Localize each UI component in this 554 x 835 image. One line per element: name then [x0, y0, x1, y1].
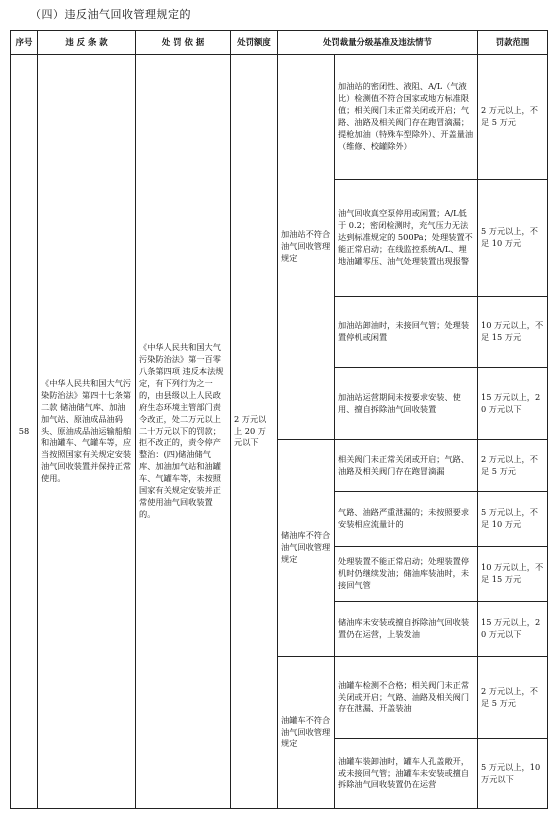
row-seq: 58: [11, 55, 38, 809]
category-tanker: 油罐车不符合油气回收管理规定: [278, 657, 335, 809]
standard-cell: 储油库未安装或擅自拆除油气回收装置仍在运营，上装发油: [335, 602, 478, 657]
section-title: （四）违反油气回收管理规定的: [30, 8, 191, 21]
range-cell: 5 万元以上，不足 10 万元: [478, 180, 548, 297]
header-standard: 处罚裁量分级基准及违法情节: [278, 31, 478, 55]
category-oil-depot: 储油库不符合油气回收管理规定: [278, 440, 335, 657]
standard-cell: 气路、油路严重泄漏的；未按照要求安装相应流量计的: [335, 492, 478, 547]
range-cell: 15 万元以上，20 万元以下: [478, 368, 548, 440]
standard-cell: 油气回收真空泵停用或闲置；A/L低于 0.2；密闭检测时，充气压力无法达到标准规定的 500Pa；处理装置不能正常启动；在线监控系统A/L、埋地油罐零压、油气处理装置出现报警: [335, 180, 478, 297]
standard-cell: 相关阀门未正常关闭或开启；气路、油路及相关阀门存在跑冒滴漏: [335, 440, 478, 492]
row-basis: 《中华人民共和国大气污染防治法》第一百零八条第四项 违反本法规定，有下列行为之一的，由县级以上人民政府生态环境主管部门责令改正，处二万元以上二十万元以下的罚款；拒不改正的，责令停产整治：(四)储油储气库、加油加气站和油罐车、气罐车等，未按照国家有关规定安装并正常使用油气回收装置的。: [136, 55, 231, 809]
range-cell: 10 万元以上，不足 15 万元: [478, 547, 548, 602]
standard-cell: 加油站运营期间未按要求安装、使用、擅自拆除油气回收装置: [335, 368, 478, 440]
row-violation: 《中华人民共和国大气污染防治法》第四十七条第二款 储油储气库、加油加气站、原油成品油码头、原油成品油运输船舶和油罐车、气罐车等，应当按照国家有关规定安装油气回收装置并保持正常使用。: [38, 55, 136, 809]
standard-cell: 处理装置不能正常启动；处理装置停机时仍继续发油；储油库装油时，未接回气管: [335, 547, 478, 602]
header-range: 罚款范围: [478, 31, 548, 55]
range-cell: 5 万元以上，不足 10 万元: [478, 492, 548, 547]
penalty-table: [10, 30, 548, 809]
standard-cell: 油罐车装卸油时，罐车人孔盖敞开，或未接回气管；油罐车未安装或擅自拆除油气回收装置仍在运营: [335, 739, 478, 809]
table-header-row: [11, 31, 548, 55]
standard-cell: 加油站的密闭性、液阻、A/L（气液比）检测值不符合国家或地方标准限值；相关阀门未正常关闭或开启；气路、油路及相关阀门存在跑冒滴漏；提枪加油（特殊车型除外）、开盖量油（维修、校罐除外）: [335, 55, 478, 180]
range-cell: 2 万元以上，不足 5 万元: [478, 657, 548, 739]
range-cell: 2 万元以上，不足 5 万元: [478, 440, 548, 492]
category-gas-station: 加油站不符合油气回收管理规定: [278, 55, 335, 440]
header-violation: 违 反 条 款: [38, 31, 136, 55]
range-cell: 2 万元以上，不足 5 万元: [478, 55, 548, 180]
table-row: [11, 55, 548, 180]
row-amount: 2 万元以上 20 万元以下: [231, 55, 278, 809]
header-basis: 处 罚 依 据: [136, 31, 231, 55]
range-cell: 5 万元以上，10 万元以下: [478, 739, 548, 809]
header-amount: 处罚额度: [231, 31, 278, 55]
standard-cell: 加油站卸油时，未接回气管；处理装置停机或闲置: [335, 297, 478, 368]
range-cell: 15 万元以上，20 万元以下: [478, 602, 548, 657]
range-cell: 10 万元以上，不足 15 万元: [478, 297, 548, 368]
standard-cell: 油罐车检测不合格；相关阀门未正常关闭或开启；气路、油路及相关阀门存在泄漏、开盖装油: [335, 657, 478, 739]
header-seq: 序号: [11, 31, 38, 55]
